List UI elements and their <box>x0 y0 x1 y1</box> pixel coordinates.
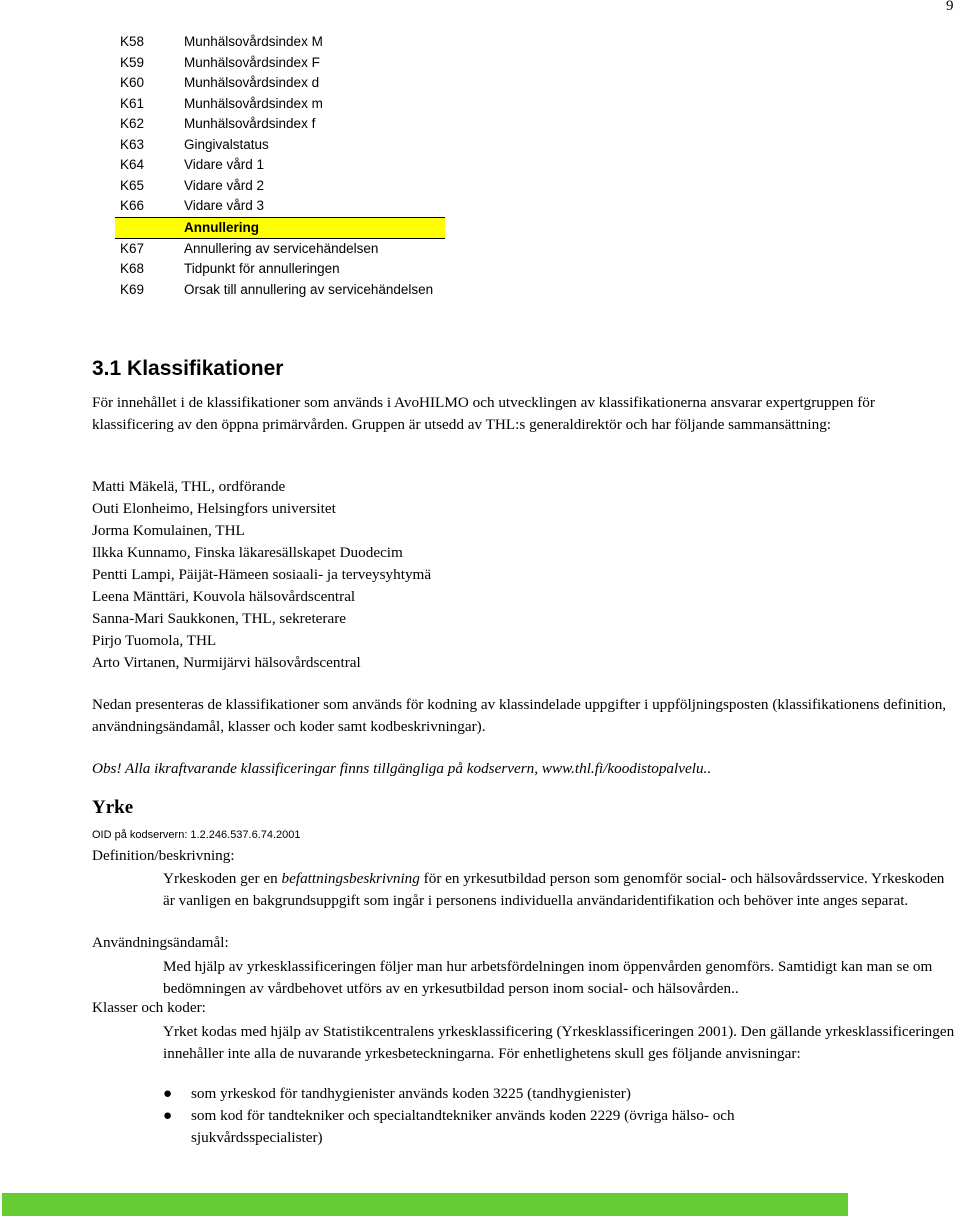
label-cell: Munhälsovårdsindex f <box>184 116 316 131</box>
definition-text-italic: befattningsbeskrivning <box>281 870 420 887</box>
page-number: 9 <box>946 0 954 14</box>
definition-text <box>163 868 958 912</box>
nedan-paragraph: Nedan presenteras de klassifikationer som används för kodning av klassindelade uppgifter i uppföljningsposten (klassifikationens definition, användningsändamål, klasser och koder samt kodbeskrivningar). <box>92 696 947 735</box>
label-cell: Munhälsovårdsindex d <box>184 75 320 90</box>
bullet-icon: ● <box>163 1085 173 1102</box>
definition-label: Definition/beskrivning: <box>92 847 235 864</box>
code-cell: K68 <box>120 261 145 276</box>
code-cell: K61 <box>120 95 145 111</box>
code-table <box>115 32 445 300</box>
table-row <box>115 32 445 53</box>
label-cell: Vidare vård 1 <box>184 157 265 172</box>
list-item: Arto Virtanen, Nurmijärvi hälsovårdscentral <box>92 654 361 671</box>
usage-label: Användningsändamål: <box>92 934 229 951</box>
code-cell: K64 <box>120 157 145 172</box>
definition-text-pre: Yrkeskoden ger en <box>163 870 282 887</box>
code-cell: K58 <box>120 34 145 49</box>
footer-bar <box>2 1193 848 1216</box>
table-row <box>115 280 445 301</box>
list-item: Jorma Komulainen, THL <box>92 522 245 539</box>
table-row <box>115 259 445 280</box>
table-row <box>115 196 445 217</box>
label-cell: Tidpunkt för annulleringen <box>184 261 340 276</box>
bullet-text: som kod för tandtekniker och specialtandtekniker används koden 2229 (övriga hälso- och sjukvårdsspecialister) <box>191 1107 735 1146</box>
table-row <box>115 94 445 115</box>
label-cell: Vidare vård 2 <box>184 177 265 193</box>
table-group-header <box>115 217 445 239</box>
list-item: Ilkka Kunnamo, Finska läkaresällskapet Duodecim <box>92 544 403 561</box>
label-cell: Annullering av servicehändelsen <box>184 240 379 256</box>
table-row <box>115 155 445 176</box>
table-row <box>115 114 445 135</box>
table-row <box>115 73 445 94</box>
list-item <box>163 1083 853 1105</box>
yrke-heading: Yrke <box>92 797 134 818</box>
code-cell: K66 <box>120 198 145 213</box>
label-cell: Munhälsovårdsindex M <box>184 34 323 49</box>
section-title: 3.1 Klassifikationer <box>92 357 284 380</box>
code-cell: K67 <box>120 240 145 256</box>
oid-line: OID på kodservern: 1.2.246.537.6.74.2001 <box>92 829 301 841</box>
label-cell: Vidare vård 3 <box>184 198 265 213</box>
label-cell: Munhälsovårdsindex F <box>184 54 320 70</box>
list-item: Pentti Lampi, Päijät-Hämeen sosiaali- ja terveysyhtymä <box>92 566 432 583</box>
member-list <box>92 476 952 674</box>
group-label: Annullering <box>184 219 259 235</box>
bullet-icon: ● <box>163 1107 173 1124</box>
classes-text: Yrket kodas med hjälp av Statistikcentralens yrkesklassificering (Yrkesklassificeringen 2001). Den gällande yrkesklassificeringen innehåller inte alla de nuvarande yrkesbeteckningarna. För enhetlighetens skull ges följande anvisningar: <box>163 1023 955 1062</box>
label-cell: Orsak till annullering av servicehändelsen <box>184 281 434 297</box>
code-cell: K60 <box>120 75 145 90</box>
usage-text: Med hjälp av yrkesklassificeringen följer man hur arbetsfördelningen inom öppenvården genomförs. Samtidigt kan man se om bedömningen av vårdbehovet utförs av en yrkesutbildad person inom social- och hälsovården.. <box>163 958 933 997</box>
code-cell: K69 <box>120 281 145 297</box>
definition-text-post: för en yrkesutbildad person som genomför social- och hälsovårdsservice. Yrkeskoden är vanligen en bakgrundsuppgift som ingår i personens individuella användaridentifikation och behöver inte anges separat. <box>163 870 945 909</box>
table-row <box>115 53 445 74</box>
bullet-list <box>163 1083 853 1149</box>
list-item: Sanna-Mari Saukkonen, THL, sekreterare <box>92 610 347 627</box>
bullet-text: som yrkeskod för tandhygienister används koden 3225 (tandhygienister) <box>191 1085 631 1102</box>
table-row <box>115 176 445 197</box>
code-cell: K59 <box>120 54 145 70</box>
classes-label: Klasser och koder: <box>92 999 206 1016</box>
list-item <box>163 1105 853 1149</box>
intro-paragraph: För innehållet i de klassifikationer som används i AvoHILMO och utvecklingen av klassifikationerna ansvarar expertgruppen för klassificering av den öppna primärvården. Gruppen är utsedd av THL:s generaldirektör och har följande sammansättning: <box>92 394 875 433</box>
label-cell: Gingivalstatus <box>184 136 269 152</box>
code-cell: K63 <box>120 136 145 152</box>
code-cell: K65 <box>120 177 145 193</box>
label-cell: Munhälsovårdsindex m <box>184 95 323 111</box>
list-item: Leena Mänttäri, Kouvola hälsovårdscentral <box>92 588 356 605</box>
table-row <box>115 135 445 156</box>
list-item: Matti Mäkelä, THL, ordförande <box>92 478 286 495</box>
obs-note: Obs! Alla ikraftvarande klassificeringar finns tillgängliga på kodservern, www.thl.fi/koodistopalvelu.. <box>92 760 712 777</box>
code-cell <box>115 218 184 238</box>
list-item: Pirjo Tuomola, THL <box>92 632 217 649</box>
list-item: Outi Elonheimo, Helsingfors universitet <box>92 500 336 517</box>
table-row <box>115 239 445 260</box>
code-cell: K62 <box>120 116 145 131</box>
